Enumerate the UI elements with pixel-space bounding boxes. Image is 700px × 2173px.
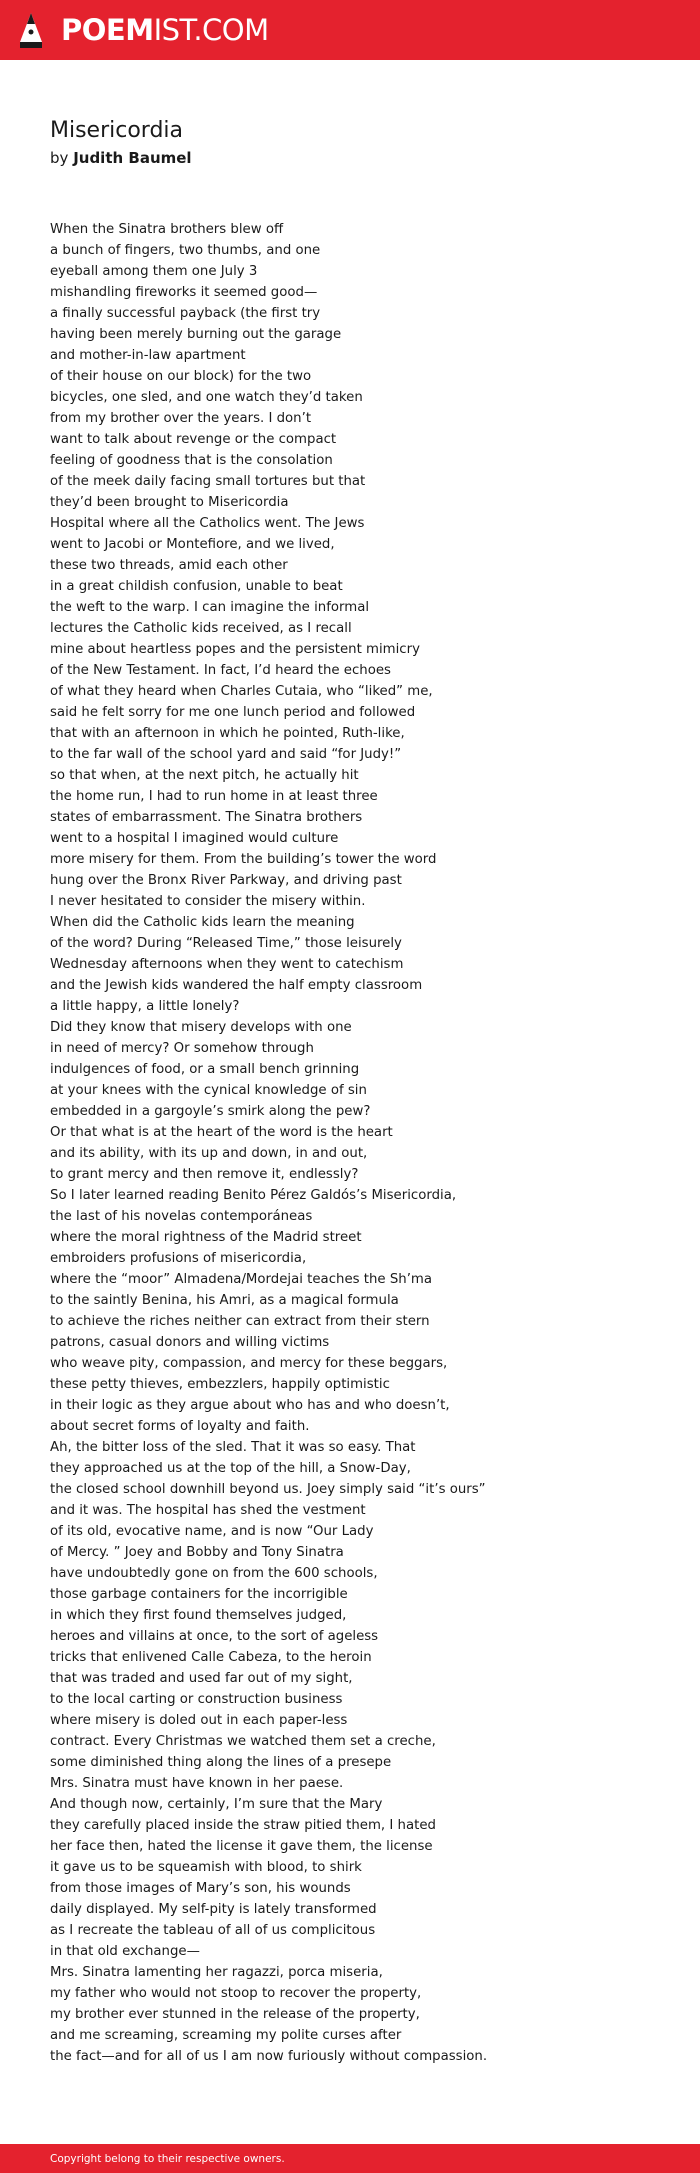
poem-line: a bunch of fingers, two thumbs, and one — [50, 243, 321, 258]
poem-line: I never hesitated to consider the misery within. — [50, 894, 366, 909]
poem-line: and it was. The hospital has shed the vestment — [50, 1503, 366, 1518]
poem-line: embroiders profusions of misericordia, — [50, 1251, 307, 1266]
poem-line: eyeball among them one July 3 — [50, 264, 258, 279]
copyright-text: Copyright belong to their respective owners. — [50, 2153, 285, 2165]
poem-line: Wednesday afternoons when they went to catechism — [50, 957, 404, 972]
poem-line: want to talk about revenge or the compact — [50, 432, 337, 447]
poem-line: Mrs. Sinatra lamenting her ragazzi, porca miseria, — [50, 1965, 383, 1980]
poem-line: where the “moor” Almadena/Mordejai teaches the Sh’ma — [50, 1272, 433, 1287]
poem-line: as I recreate the tableau of all of us complicitous — [50, 1923, 376, 1938]
poem-line: of the meek daily facing small tortures but that — [50, 474, 366, 489]
poem-line: where the moral rightness of the Madrid street — [50, 1230, 362, 1245]
poem-line: Hospital where all the Catholics went. The Jews — [50, 516, 365, 531]
poem-line: of the New Testament. In fact, I’d heard the echoes — [50, 663, 391, 678]
poem-line: tricks that enlivened Calle Cabeza, to the heroin — [50, 1650, 372, 1665]
poem-line: that was traded and used far out of my sight, — [50, 1671, 353, 1686]
poem-line: of their house on our block) for the two — [50, 369, 312, 384]
poem-line: feeling of goodness that is the consolation — [50, 453, 333, 468]
poem-line: and its ability, with its up and down, in and out, — [50, 1146, 368, 1161]
poem-line: When the Sinatra brothers blew off — [50, 222, 284, 237]
poem-line: it gave us to be squeamish with blood, to shirk — [50, 1860, 362, 1875]
poem-line: patrons, casual donors and willing victims — [50, 1335, 330, 1350]
poem-line: the fact—and for all of us I am now furiously without compassion. — [50, 2049, 488, 2064]
poem-line: the home run, I had to run home in at least three — [50, 789, 378, 804]
poem-line: So I later learned reading Benito Pérez Galdós’s Misericordia, — [50, 1188, 457, 1203]
poem-line: of what they heard when Charles Cutaia, who “liked” me, — [50, 684, 433, 699]
poem-line: said he felt sorry for me one lunch period and followed — [50, 705, 416, 720]
poem-line: to grant mercy and then remove it, endlessly? — [50, 1167, 359, 1182]
poem-line: And though now, certainly, I’m sure that the Mary — [50, 1797, 383, 1812]
poem-line: in a great childish confusion, unable to beat — [50, 579, 343, 594]
site-logo[interactable] — [61, 12, 269, 48]
poem-line: in which they first found themselves judged, — [50, 1608, 347, 1623]
poem-line: they approached us at the top of the hill, a Snow-Day, — [50, 1461, 411, 1476]
poem-line: so that when, at the next pitch, he actually hit — [50, 768, 359, 783]
poem-line: the weft to the warp. I can imagine the informal — [50, 600, 370, 615]
poem-line: the last of his novelas contemporáneas — [50, 1209, 313, 1224]
poem-line: these two threads, amid each other — [50, 558, 288, 573]
poem-line: to the saintly Benina, his Amri, as a magical formula — [50, 1293, 399, 1308]
poem-line: Did they know that misery develops with one — [50, 1020, 352, 1035]
poem-line: and the Jewish kids wandered the half empty classroom — [50, 978, 423, 993]
poem-line: in that old exchange— — [50, 1944, 200, 1959]
poem-line: they carefully placed inside the straw pitied them, I hated — [50, 1818, 436, 1833]
logo-light-text: IST.COM — [153, 13, 269, 47]
poem-line: heroes and villains at once, to the sort of ageless — [50, 1629, 379, 1644]
poem-line: that with an afternoon in which he pointed, Ruth-like, — [50, 726, 405, 741]
poem-line: a finally successful payback (the first try — [50, 306, 321, 321]
poem-line: in need of mercy? Or somehow through — [50, 1041, 314, 1056]
byline — [50, 148, 192, 168]
poem-title: Misericordia — [50, 118, 184, 143]
poem-line: they’d been brought to Misericordia — [50, 495, 289, 510]
poem-line: Ah, the bitter loss of the sled. That it was so easy. That — [50, 1440, 416, 1455]
site-header — [0, 0, 700, 60]
logo-bold-text: POEM — [61, 13, 154, 47]
poem-line: who weave pity, compassion, and mercy for these beggars, — [50, 1356, 448, 1371]
poem-line: in their logic as they argue about who has and who doesn’t, — [50, 1398, 450, 1413]
poem-line: and me screaming, screaming my polite curses after — [50, 2028, 402, 2043]
poem-line: to the local carting or construction business — [50, 1692, 343, 1707]
poem-line: and mother-in-law apartment — [50, 348, 246, 363]
poem-line: Mrs. Sinatra must have known in her paese. — [50, 1776, 344, 1791]
by-prefix: by — [50, 149, 69, 167]
poem-line: at your knees with the cynical knowledge of sin — [50, 1083, 367, 1098]
poem-line: having been merely burning out the garage — [50, 327, 342, 342]
poem-line: lectures the Catholic kids received, as I recall — [50, 621, 352, 636]
poem-line: to achieve the riches neither can extract from their stern — [50, 1314, 430, 1329]
poem-line: hung over the Bronx River Parkway, and driving past — [50, 873, 402, 888]
pen-nib-icon[interactable] — [18, 12, 44, 50]
poem-line: her face then, hated the license it gave them, the license — [50, 1839, 433, 1854]
poem-body — [50, 219, 670, 2067]
poem-line: went to Jacobi or Montefiore, and we lived, — [50, 537, 335, 552]
poem-line: those garbage containers for the incorrigible — [50, 1587, 348, 1602]
poem-line: some diminished thing along the lines of a presepe — [50, 1755, 392, 1770]
poem-line: went to a hospital I imagined would culture — [50, 831, 339, 846]
poem-line: of its old, evocative name, and is now “Our Lady — [50, 1524, 374, 1539]
poem-line: to the far wall of the school yard and said “for Judy!” — [50, 747, 402, 762]
poem-line: from my brother over the years. I don’t — [50, 411, 312, 426]
poem-line: my father who would not stoop to recover the property, — [50, 1986, 422, 2001]
author-name[interactable]: Judith Baumel — [73, 149, 192, 167]
poem-line: mine about heartless popes and the persistent mimicry — [50, 642, 420, 657]
poem-line: Or that what is at the heart of the word is the heart — [50, 1125, 393, 1140]
poem-line: contract. Every Christmas we watched them set a creche, — [50, 1734, 436, 1749]
poem-line: the closed school downhill beyond us. Joey simply said “it’s ours” — [50, 1482, 486, 1497]
poem-line: about secret forms of loyalty and faith. — [50, 1419, 310, 1434]
poem-line: When did the Catholic kids learn the meaning — [50, 915, 355, 930]
poem-line: where misery is doled out in each paper-less — [50, 1713, 348, 1728]
poem-line: these petty thieves, embezzlers, happily optimistic — [50, 1377, 390, 1392]
poem-line: bicycles, one sled, and one watch they’d taken — [50, 390, 363, 405]
poem-line: daily displayed. My self-pity is lately transformed — [50, 1902, 377, 1917]
poem-line: a little happy, a little lonely? — [50, 999, 240, 1014]
poem-line: my brother ever stunned in the release of the property, — [50, 2007, 420, 2022]
poem-line: have undoubtedly gone on from the 600 schools, — [50, 1566, 378, 1581]
poem-line: mishandling fireworks it seemed good— — [50, 285, 318, 300]
poem-line: more misery for them. From the building’s tower the word — [50, 852, 437, 867]
site-footer — [0, 2144, 700, 2173]
poem-line: of the word? During “Released Time,” those leisurely — [50, 936, 402, 951]
poem-line: indulgences of food, or a small bench grinning — [50, 1062, 360, 1077]
poem-line: embedded in a gargoyle’s smirk along the pew? — [50, 1104, 371, 1119]
poem-line: of Mercy. ” Joey and Bobby and Tony Sinatra — [50, 1545, 344, 1560]
poem-line: from those images of Mary’s son, his wounds — [50, 1881, 351, 1896]
poem-line: states of embarrassment. The Sinatra brothers — [50, 810, 363, 825]
